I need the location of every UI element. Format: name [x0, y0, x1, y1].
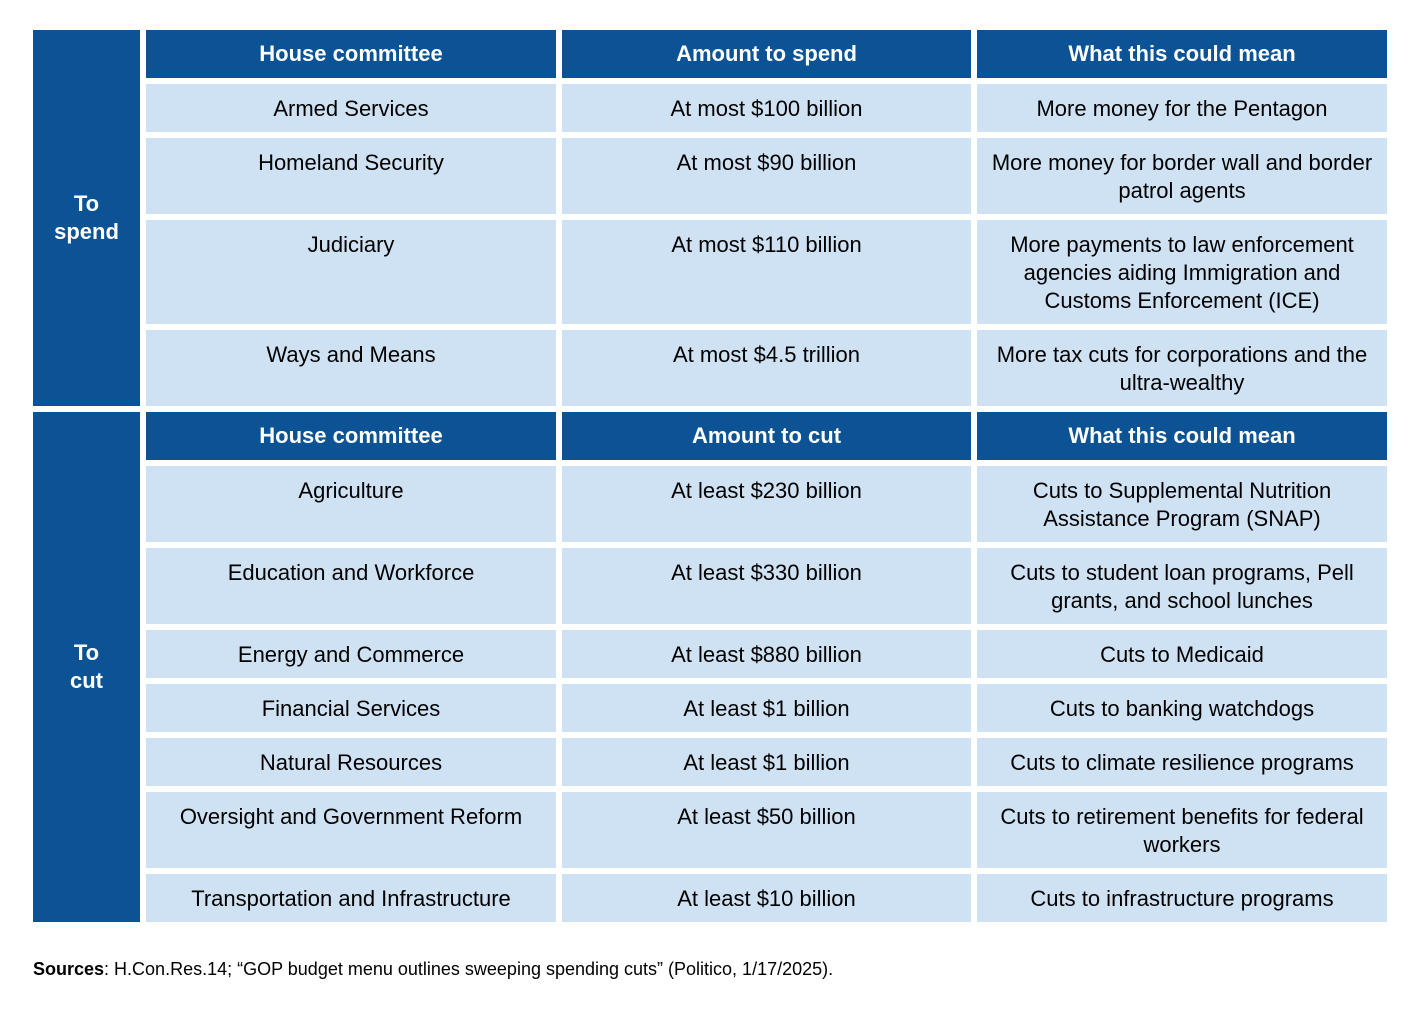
table-row: [33, 874, 1387, 922]
sources-label: Sources: [33, 959, 105, 979]
cut-column-header: Amount to cut: [562, 412, 971, 460]
cut-amount-cell: At least $1 billion: [562, 684, 971, 732]
cut-amount-cell: At least $230 billion: [562, 466, 971, 542]
spend-amount-cell: At most $4.5 trillion: [562, 330, 971, 406]
spend-column-header: What this could mean: [977, 30, 1387, 78]
table-row: [33, 548, 1387, 624]
cut-meaning-cell: Cuts to Supplemental Nutrition Assistance Program (SNAP): [977, 466, 1387, 542]
cut-amount-cell: At least $50 billion: [562, 792, 971, 868]
cut-amount-cell: At least $880 billion: [562, 630, 971, 678]
table-row: [33, 138, 1387, 214]
cut-meaning-cell: Cuts to student loan programs, Pell grants, and school lunches: [977, 548, 1387, 624]
spend-meaning-cell: More tax cuts for corporations and the ultra-wealthy: [977, 330, 1387, 406]
spend-amount-cell: At most $90 billion: [562, 138, 971, 214]
spend-column-header: Amount to spend: [562, 30, 971, 78]
cut-committee-cell: Energy and Commerce: [146, 630, 556, 678]
cut-committee-cell: Oversight and Government Reform: [146, 792, 556, 868]
cut-amount-cell: At least $1 billion: [562, 738, 971, 786]
spend-meaning-cell: More payments to law enforcement agencies aiding Immigration and Customs Enforcement (ICE): [977, 220, 1387, 324]
cut-meaning-cell: Cuts to Medicaid: [977, 630, 1387, 678]
spend-group-label: To spend: [33, 30, 140, 406]
cut-committee-cell: Education and Workforce: [146, 548, 556, 624]
sources-note: [33, 959, 833, 980]
spend-amount-cell: At most $110 billion: [562, 220, 971, 324]
table-row: [33, 738, 1387, 786]
spend-committee-cell: Judiciary: [146, 220, 556, 324]
table-row: [33, 84, 1387, 132]
cut-header-row: [33, 412, 1387, 460]
spend-committee-cell: Homeland Security: [146, 138, 556, 214]
table-row: [33, 330, 1387, 406]
cut-committee-cell: Natural Resources: [146, 738, 556, 786]
cut-committee-cell: Transportation and Infrastructure: [146, 874, 556, 922]
budget-table: [27, 24, 1393, 928]
cut-meaning-cell: Cuts to infrastructure programs: [977, 874, 1387, 922]
spend-column-header: House committee: [146, 30, 556, 78]
cut-meaning-cell: Cuts to banking watchdogs: [977, 684, 1387, 732]
spend-committee-cell: Ways and Means: [146, 330, 556, 406]
table-row: [33, 684, 1387, 732]
spend-amount-cell: At most $100 billion: [562, 84, 971, 132]
cut-group-label: To cut: [33, 412, 140, 922]
spend-committee-cell: Armed Services: [146, 84, 556, 132]
cut-amount-cell: At least $10 billion: [562, 874, 971, 922]
cut-committee-cell: Agriculture: [146, 466, 556, 542]
cut-column-header: What this could mean: [977, 412, 1387, 460]
spend-meaning-cell: More money for border wall and border patrol agents: [977, 138, 1387, 214]
table-row: [33, 792, 1387, 868]
cut-committee-cell: Financial Services: [146, 684, 556, 732]
spend-meaning-cell: More money for the Pentagon: [977, 84, 1387, 132]
table-row: [33, 630, 1387, 678]
cut-amount-cell: At least $330 billion: [562, 548, 971, 624]
table-row: [33, 466, 1387, 542]
cut-meaning-cell: Cuts to retirement benefits for federal workers: [977, 792, 1387, 868]
cut-meaning-cell: Cuts to climate resilience programs: [977, 738, 1387, 786]
cut-column-header: House committee: [146, 412, 556, 460]
spend-header-row: [33, 30, 1387, 78]
sources-text: : H.Con.Res.14; “GOP budget menu outlines sweeping spending cuts” (Politico, 1/17/2025).: [104, 959, 834, 979]
table-row: [33, 220, 1387, 324]
